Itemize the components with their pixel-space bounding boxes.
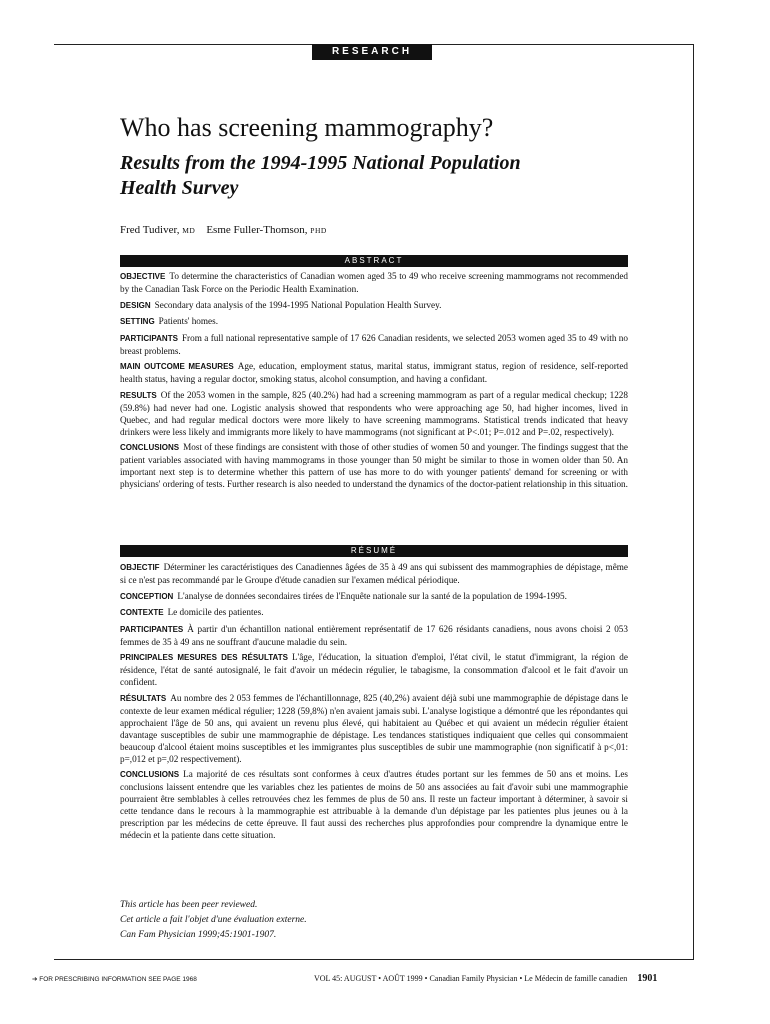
item-text: From a full national representative sample of 17 626 Canadian residents, we selected 2053 women aged 35 to 49 with no breast problems. — [120, 332, 628, 356]
abstract-item-measures — [120, 360, 628, 385]
abstract-body — [120, 270, 628, 494]
author-line — [120, 224, 327, 236]
resume-item-objectif — [120, 561, 628, 586]
item-label: CONCLUSIONS — [120, 443, 180, 452]
item-label: PARTICIPANTS — [120, 333, 178, 343]
article-subtitle: Results from the 1994-1995 National Population Health Survey — [120, 152, 521, 199]
item-text: Le domicile des patientes. — [167, 607, 264, 617]
item-label: RESULTS — [120, 390, 157, 400]
author-name: Esme Fuller-Thomson, — [206, 224, 308, 236]
resume-heading: RÉSUMÉ — [120, 545, 628, 557]
footer-journal-info — [314, 973, 657, 984]
item-text: Déterminer les caractéristiques des Canadiennes âgées de 35 à 49 ans qui subissent des mammographies de dépistage, même si ce n'est pas recommandé par le Groupe d'étude canadien sur l'examen médical périodique. — [120, 562, 628, 585]
item-text: L'analyse de données secondaires tirées de l'Enquête nationale sur la santé de la population de 1994-1995. — [177, 590, 567, 601]
resume-item-conception — [120, 590, 628, 603]
item-label: OBJECTIVE — [120, 272, 166, 281]
item-text: Most of these findings are consistent with those of other studies of women 50 and younger. The findings suggest that the patient variables associated with having mammograms in those younger than 50 might be similar to those in women older than 50. An important next step is to determine whether this pattern of use has more to do with younger patients' demand for screening or with physicians' ordering of tests. Further research is also needed to understand the dynamics of the doctor-patient relationship in this situation. — [120, 442, 628, 489]
item-label: MAIN OUTCOME MEASURES — [120, 362, 234, 371]
section-label: RESEARCH — [312, 44, 432, 60]
item-label: PARTICIPANTES — [120, 624, 184, 634]
author-degree: MD — [182, 226, 196, 235]
item-text: Of the 2053 women in the sample, 825 (40.2%) had had a screening mammogram as part of a regular medical checkup; 1228 (59.8%) had never had one. Logistic analysis showed that respondents who were approaching age 50, had higher incomes, lived in Quebec, and had regular medical doctors were more likely to have screening mammograms. Statistical trends indicated that heavy drinkers were less likely and immigrants more likely to have mammograms (not significant at P<.01; P=.012 and P=.02, respectively). — [120, 389, 628, 437]
resume-body — [120, 561, 628, 845]
resume-item-mesures — [120, 651, 628, 688]
item-label: PRINCIPALES MESURES DES RÉSULTATS — [120, 653, 288, 662]
article-title: Who has screening mammography? — [120, 113, 494, 142]
abstract-item-design — [120, 299, 628, 312]
item-text: Age, education, employment status, marital status, immigrant status, region of residence, self-reported health status, having a regular doctor, smoking status, alcohol consumption, and having a confidant. — [120, 361, 628, 384]
citation: Can Fam Physician 1999;45:1901-1907. — [120, 930, 277, 940]
peer-review-note: This article has been peer reviewed. — [120, 900, 258, 910]
item-label: DESIGN — [120, 300, 151, 310]
abstract-item-objective — [120, 270, 628, 295]
review-notes — [120, 898, 307, 943]
item-text: Secondary data analysis of the 1994-1995 National Population Health Survey. — [154, 299, 442, 310]
abstract-item-conclusions — [120, 441, 628, 490]
item-text: L'âge, l'éducation, la situation d'emploi, l'état civil, le statut d'immigrant, la région de résidence, l'état de santé autosignalé, le fait d'avoir un médecin régulier, le tabagisme, la consommation d'alcool et le fait d'avoir un confident. — [120, 652, 628, 687]
item-label: CONCEPTION — [120, 591, 174, 601]
resume-item-contexte — [120, 606, 628, 619]
footer-prescribing-info: ➔ FOR PRESCRIBING INFORMATION SEE PAGE 1968 — [32, 976, 197, 983]
item-label: SETTING — [120, 317, 155, 326]
author-name: Fred Tudiver, — [120, 224, 180, 236]
item-label: CONCLUSIONS — [120, 770, 180, 779]
abstract-item-results — [120, 389, 628, 438]
resume-item-conclusions — [120, 768, 628, 841]
item-text: À partir d'un échantillon national entièrement représentatif de 17 626 résidants canadiens, nous avons choisi 2 053 femmes de 35 à 49 ans ne souffrant d'aucune maladie du sein. — [120, 623, 628, 647]
resume-item-participantes — [120, 623, 628, 648]
item-text: Au nombre des 2 053 femmes de l'échantillonnage, 825 (40,2%) avaient déjà subi une mammographie de dépistage dans le contexte de leur examen médical régulier; 1228 (59,8%) n'en avaient jamais subi. L'analyse logistique a démontré que les répondantes qui approchaient l'âge de 50 ans, qui avaient un revenu plus élevé, qui habitaient au Québec et qui avaient un médecin régulier étaient davantage susceptibles de subir une mammographie de dépistage. Les tendances statistiques indiquaient que celles qui consommaient beaucoup d'alcool étaient moins susceptibles et les immigrantes plus susceptibles de subir une mammographie (non significatif à p<,01: p=,012 et p=,02 respectivement). — [120, 692, 628, 764]
peer-review-note-fr: Cet article a fait l'objet d'une évaluation externe. — [120, 915, 307, 925]
item-label: CONTEXTE — [120, 608, 164, 617]
item-text: To determine the characteristics of Canadian women aged 35 to 49 who receive screening mammograms not recommended by the Canadian Task Force on the Periodic Health Examination. — [120, 271, 628, 294]
item-text: La majorité de ces résultats sont conformes à ceux d'autres études portant sur les femmes de 50 ans et moins. Les conclusions laissent entendre que les variables chez les patientes de moins de 50 ans associées au fait d'avoir subi une mammographie pourraient être semblables à celles retrouvées chez les femmes de plus de 50 ans. Il reste un facteur important à déterminer, à savoir si cette tendance dans le recours à la mammographie est attribuable à la demande d'un dépistage par les patientes plus jeunes ou à la prescription par les médecins de cette épreuve. Il faut aussi des recherches plus approfondies pour comprendre la dynamique entre le médecin et la patiente dans cette situation. — [120, 769, 628, 840]
abstract-heading: ABSTRACT — [120, 255, 628, 267]
abstract-item-setting — [120, 315, 628, 328]
author-degree: PHD — [310, 226, 327, 235]
page-number: 1901 — [637, 973, 658, 984]
item-text: Patients' homes. — [158, 316, 219, 326]
abstract-item-participants — [120, 332, 628, 357]
item-label: OBJECTIF — [120, 563, 160, 572]
journal-issue: VOL 45: AUGUST • AOÛT 1999 • Canadian Family Physician • Le Médecin de famille canadien — [314, 974, 628, 983]
resume-item-resultats — [120, 692, 628, 765]
item-label: RÉSULTATS — [120, 693, 167, 703]
